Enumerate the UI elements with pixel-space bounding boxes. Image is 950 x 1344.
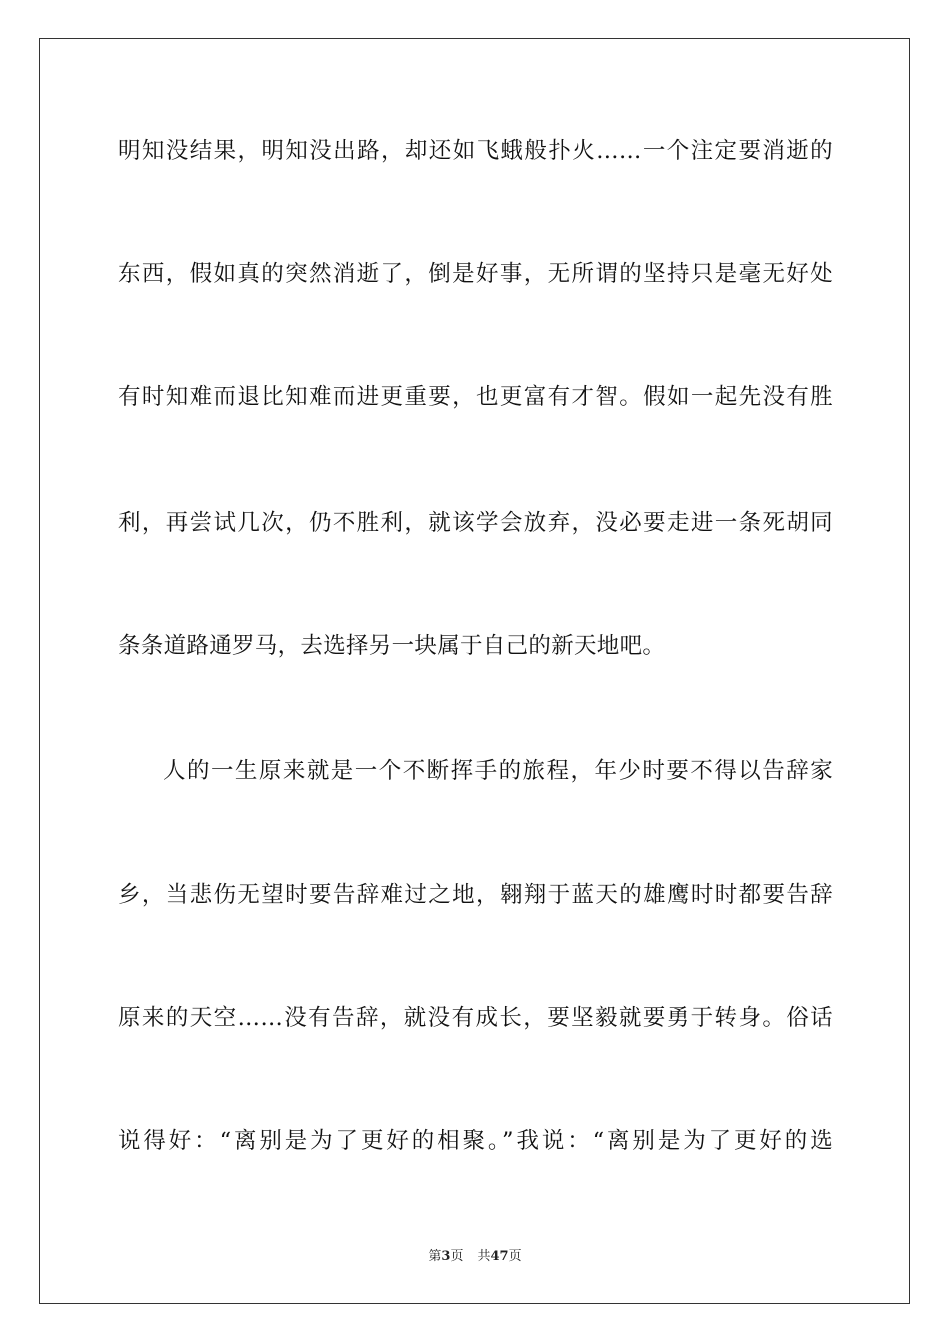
body-text-line-8: 原来的天空……没有告辞，就没有成长，要坚毅就要勇于转身。俗话 [118, 1005, 833, 1031]
body-text-line-5: 条条道路通罗马，去选择另一块属于自己的新天地吧。 [118, 633, 666, 659]
body-text-line-9: 说得好：“离别是为了更好的相聚。”我说：“离别是为了更好的选 [118, 1128, 833, 1154]
page-suffix: 页 [450, 1249, 464, 1264]
total-suffix: 页 [508, 1249, 522, 1264]
page-footer [0, 1248, 950, 1266]
body-text-line-4: 利，再尝试几次，仍不胜利，就该学会放弃，没必要走进一条死胡同 [118, 510, 833, 536]
body-text-line-7: 乡，当悲伤无望时要告辞难过之地，翱翔于蓝天的雄鹰时时都要告辞 [118, 882, 833, 908]
total-pages: 47 [490, 1249, 509, 1264]
page-border [39, 38, 910, 1304]
total-prefix: 共 [477, 1249, 491, 1264]
body-text-line-2: 东西，假如真的突然消逝了，倒是好事，无所谓的坚持只是毫无好处 [118, 261, 833, 287]
page-number: 3 [441, 1249, 451, 1264]
paragraph-indent-line: 人的一生原来就是一个不断挥手的旅程，年少时要不得以告辞家 [163, 758, 833, 784]
body-text-line-3: 有时知难而退比知难而进更重要，也更富有才智。假如一起先没有胜 [118, 384, 833, 410]
body-text-line-1: 明知没结果，明知没出路，却还如飞蛾般扑火……一个注定要消逝的 [118, 138, 833, 164]
page-prefix: 第 [428, 1249, 442, 1264]
